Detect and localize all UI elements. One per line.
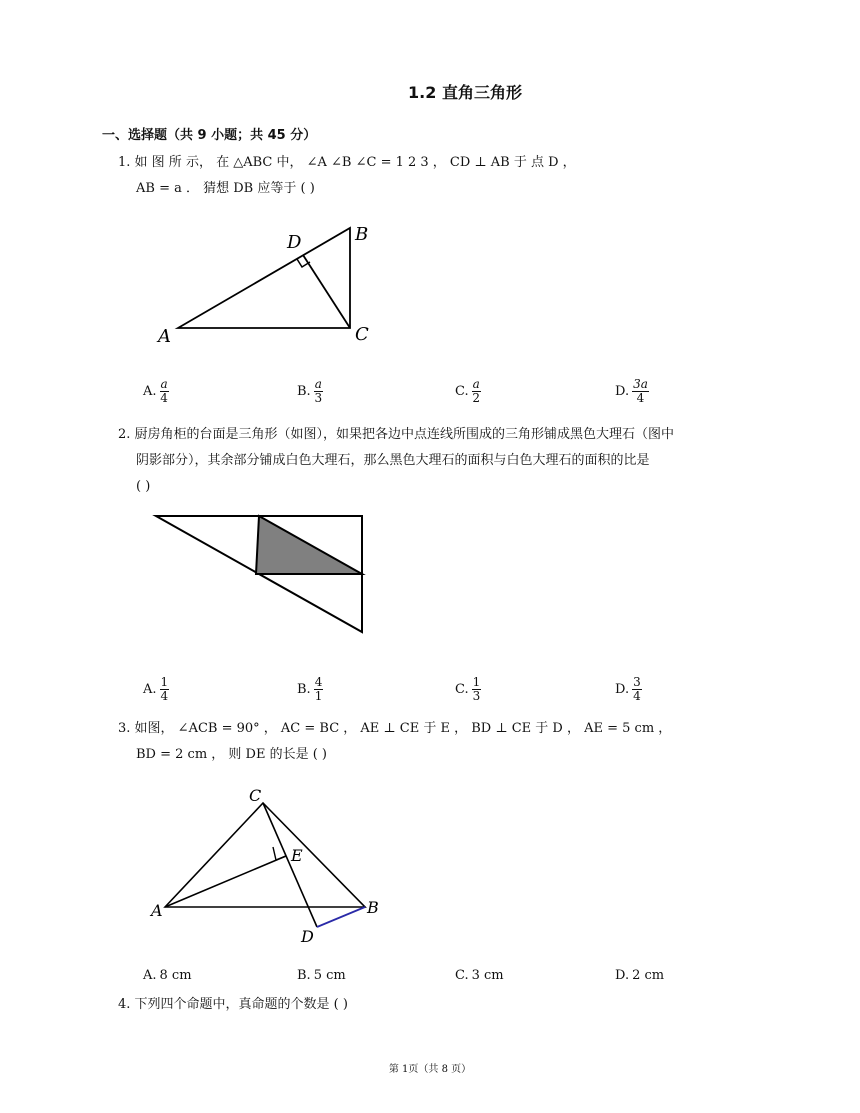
figure-countertop-triangle [150,510,370,640]
question-text: 下列四个命题中，真命题的个数是 ( ) [134,997,348,1012]
q1-option-d[interactable]: D. $\frac{3a}{4}$ [615,377,648,405]
page-footer: 第 1页（共 8 页） [388,1064,472,1075]
figure-right-triangle-abc [140,220,400,350]
label-c: C [355,324,369,345]
page-title: 1.2 直角三角形 [408,83,522,102]
question-4-line-1 [118,992,348,1018]
segment-bd [317,907,365,927]
q2-option-a[interactable]: A. $\frac{1}{4}$ [143,675,169,703]
label-a: A [158,326,171,347]
question-number: 3. [118,721,131,736]
q1-option-b[interactable]: B. $\frac{a}{3}$ [297,377,323,405]
question-1-line-1 [118,150,576,176]
question-2-line-1 [118,422,674,448]
label-d: D [301,927,314,946]
q2-option-d[interactable]: D. $\frac{3}{4}$ [615,675,641,703]
q3-option-d[interactable]: D. 2 cm [615,968,665,983]
question-number: 4. [118,997,131,1012]
question-2-line-3: ( ) [136,479,151,494]
figure-triangle-acb-with-perpendiculars [145,785,395,950]
label-a: A [151,901,163,920]
q2-option-b[interactable]: B. $\frac{4}{1}$ [297,675,323,703]
q3-option-c[interactable]: C. 3 cm [455,968,504,983]
label-e: E [291,846,303,865]
q1-option-a[interactable]: A. $\frac{a}{4}$ [143,377,168,405]
question-1-line-2: AB = a ． 猜想 DB 应等于 ( ) [136,181,315,196]
section-heading: 一、选择题（共 9 小题；共 45 分） [102,128,317,143]
label-b: B [367,898,379,917]
question-text: 如 图 所 示， 在 △ABC 中， ∠A ∠B ∠C = 1 2 3 ， CD ⊥ AB 于 点 D ， [134,155,576,170]
q1-option-c[interactable]: C. $\frac{a}{2}$ [455,377,481,405]
question-text: 如图， ∠ACB = 90° ， AC = BC ， AE ⊥ CE 于 E ， BD ⊥ CE 于 D ， AE = 5 cm ， [134,721,672,736]
question-number: 1. [118,155,131,170]
question-text: 厨房角柜的台面是三角形（如图），如果把各边中点连线所围成的三角形铺成黑色大理石（图中 [134,427,675,442]
question-2-line-2: 阴影部分），其余部分铺成白色大理石，那么黑色大理石的面积与白色大理石的面积的比是 [136,453,650,468]
question-3-line-1 [118,716,671,742]
q2-option-c[interactable]: C. $\frac{1}{3}$ [455,675,481,703]
q3-option-a[interactable]: A. 8 cm [143,968,192,983]
label-c: C [249,786,262,805]
label-d: D [287,232,302,253]
label-b: B [355,224,369,245]
q3-option-b[interactable]: B. 5 cm [297,968,346,983]
question-number: 2. [118,427,131,442]
shaded-midpoint-triangle [256,516,362,574]
question-3-line-2: BD = 2 cm ， 则 DE 的长是 ( ) [136,747,327,762]
